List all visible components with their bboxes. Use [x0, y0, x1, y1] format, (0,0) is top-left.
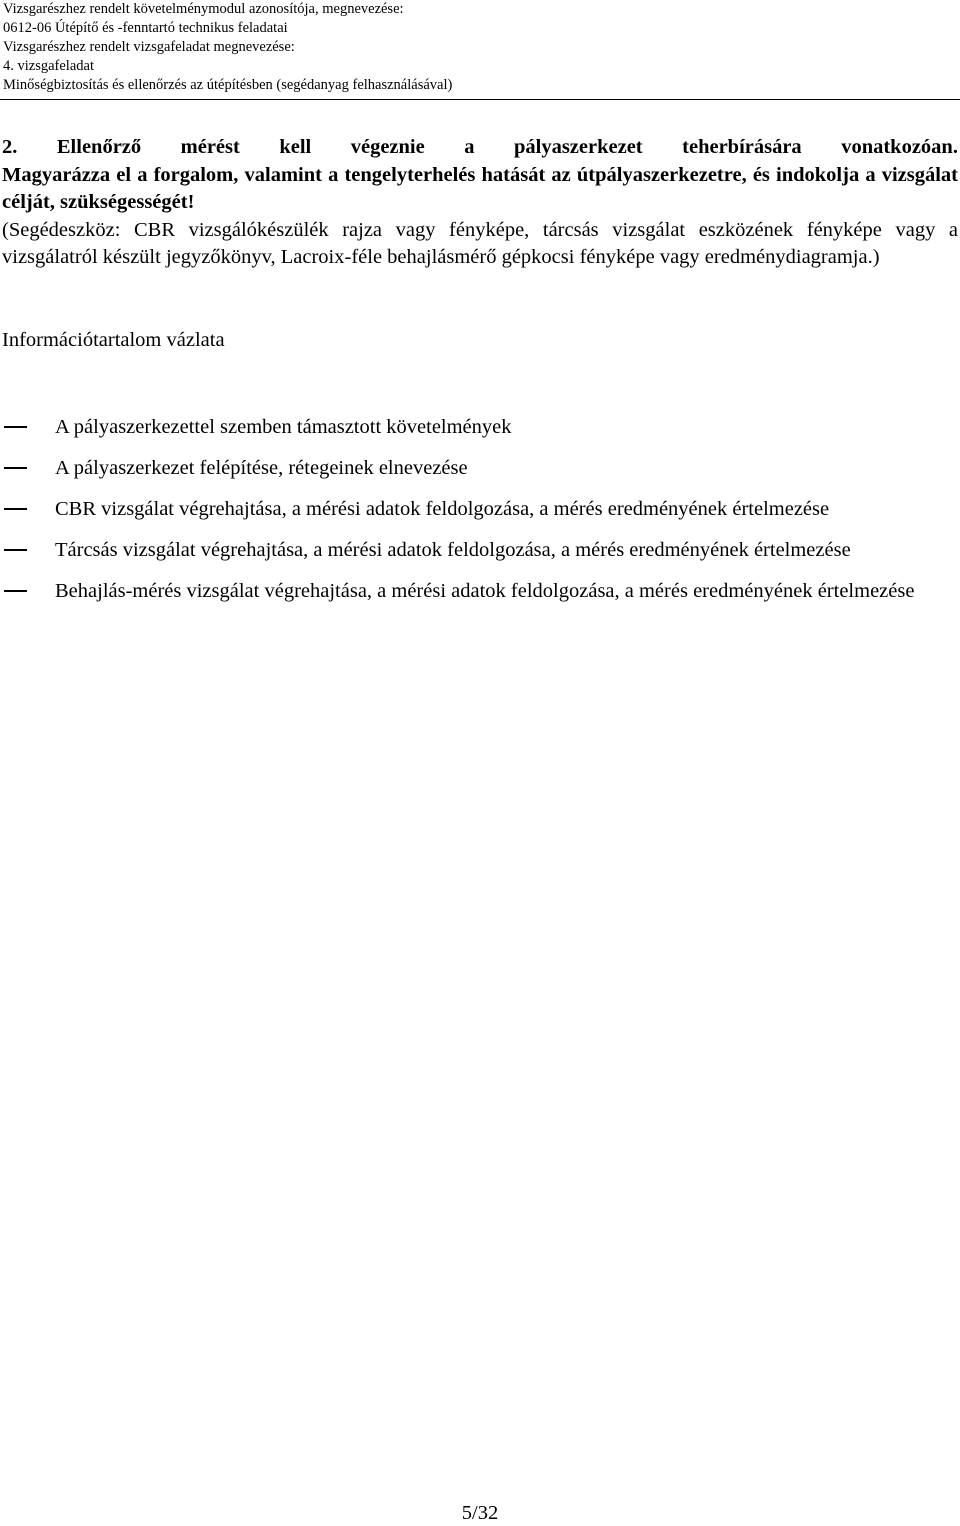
- info-heading: Információtartalom vázlata: [2, 329, 225, 351]
- header-task-label: Vizsgarészhez rendelt vizsgafeladat megnevezése:: [3, 39, 295, 55]
- task-title-word: pályaszerkezet: [513, 136, 643, 158]
- task-instruction: Magyarázza el a forgalom, valamint a tengelyterhelés hatását az útpályaszerkezetre, és indokolja a vizsgálat célját, szükségességét!: [2, 163, 958, 213]
- list-item-text: CBR vizsgálat végrehajtása, a mérési adatok feldolgozása, a mérés eredményének értelmezése: [55, 498, 830, 520]
- list-item: [0, 571, 956, 612]
- list-item-text: Behajlás-mérés vizsgálat végrehajtása, a mérési adatok feldolgozása, a mérés eredményének értelmezése: [55, 580, 915, 602]
- header-module-label: Vizsgarészhez rendelt követelménymodul azonosítója, megnevezése:: [3, 1, 404, 17]
- header-module-name: 0612-06 Útépítő és -fenntartó technikus feladatai: [3, 20, 288, 36]
- task-title-word: Ellenőrző: [56, 136, 142, 158]
- list-item: [0, 489, 956, 530]
- dash-bullet-icon: [4, 590, 27, 592]
- dash-bullet-icon: [4, 549, 27, 551]
- page-number: 5/32: [461, 1502, 499, 1524]
- task-title-word: teherbírására: [682, 136, 802, 158]
- info-list: [0, 407, 956, 612]
- dash-bullet-icon: [4, 467, 27, 469]
- header-task-name: Minőségbiztosítás és ellenőrzés az útépítésben (segédanyag felhasználásával): [3, 77, 453, 93]
- list-item-text: Tárcsás vizsgálat végrehajtása, a mérési adatok feldolgozása, a mérés eredményének értelmezése: [55, 539, 851, 561]
- task-section: [2, 134, 958, 272]
- header-task-number: 4. vizsgafeladat: [3, 58, 94, 74]
- task-title-word: a: [464, 136, 475, 158]
- document-header: [3, 0, 953, 95]
- header-divider: [0, 99, 960, 100]
- task-title-word: kell: [279, 136, 312, 158]
- task-title-word: mérést: [180, 136, 240, 158]
- list-item: [0, 530, 956, 571]
- list-item-text: A pályaszerkezet felépítése, rétegeinek elnevezése: [55, 457, 468, 479]
- list-item: [0, 448, 956, 489]
- task-title-word: végeznie: [350, 136, 425, 158]
- task-title: [2, 134, 958, 162]
- task-aid-text: (Segédeszköz: CBR vizsgálókészülék rajza vagy fényképe, tárcsás vizsgálat eszközének fényképe vagy a vizsgálatról készült jegyzőkönyv, Lacroix-féle behajlásmérő gépkocsi fényképe vagy eredménydiagramja.): [2, 218, 958, 268]
- list-item-text: A pályaszerkezettel szemben támasztott követelmények: [55, 416, 512, 438]
- task-title-word: 2.: [2, 136, 18, 158]
- list-item: [0, 407, 956, 448]
- task-title-word: vonatkozóan.: [841, 136, 958, 158]
- dash-bullet-icon: [4, 508, 27, 510]
- dash-bullet-icon: [4, 426, 27, 428]
